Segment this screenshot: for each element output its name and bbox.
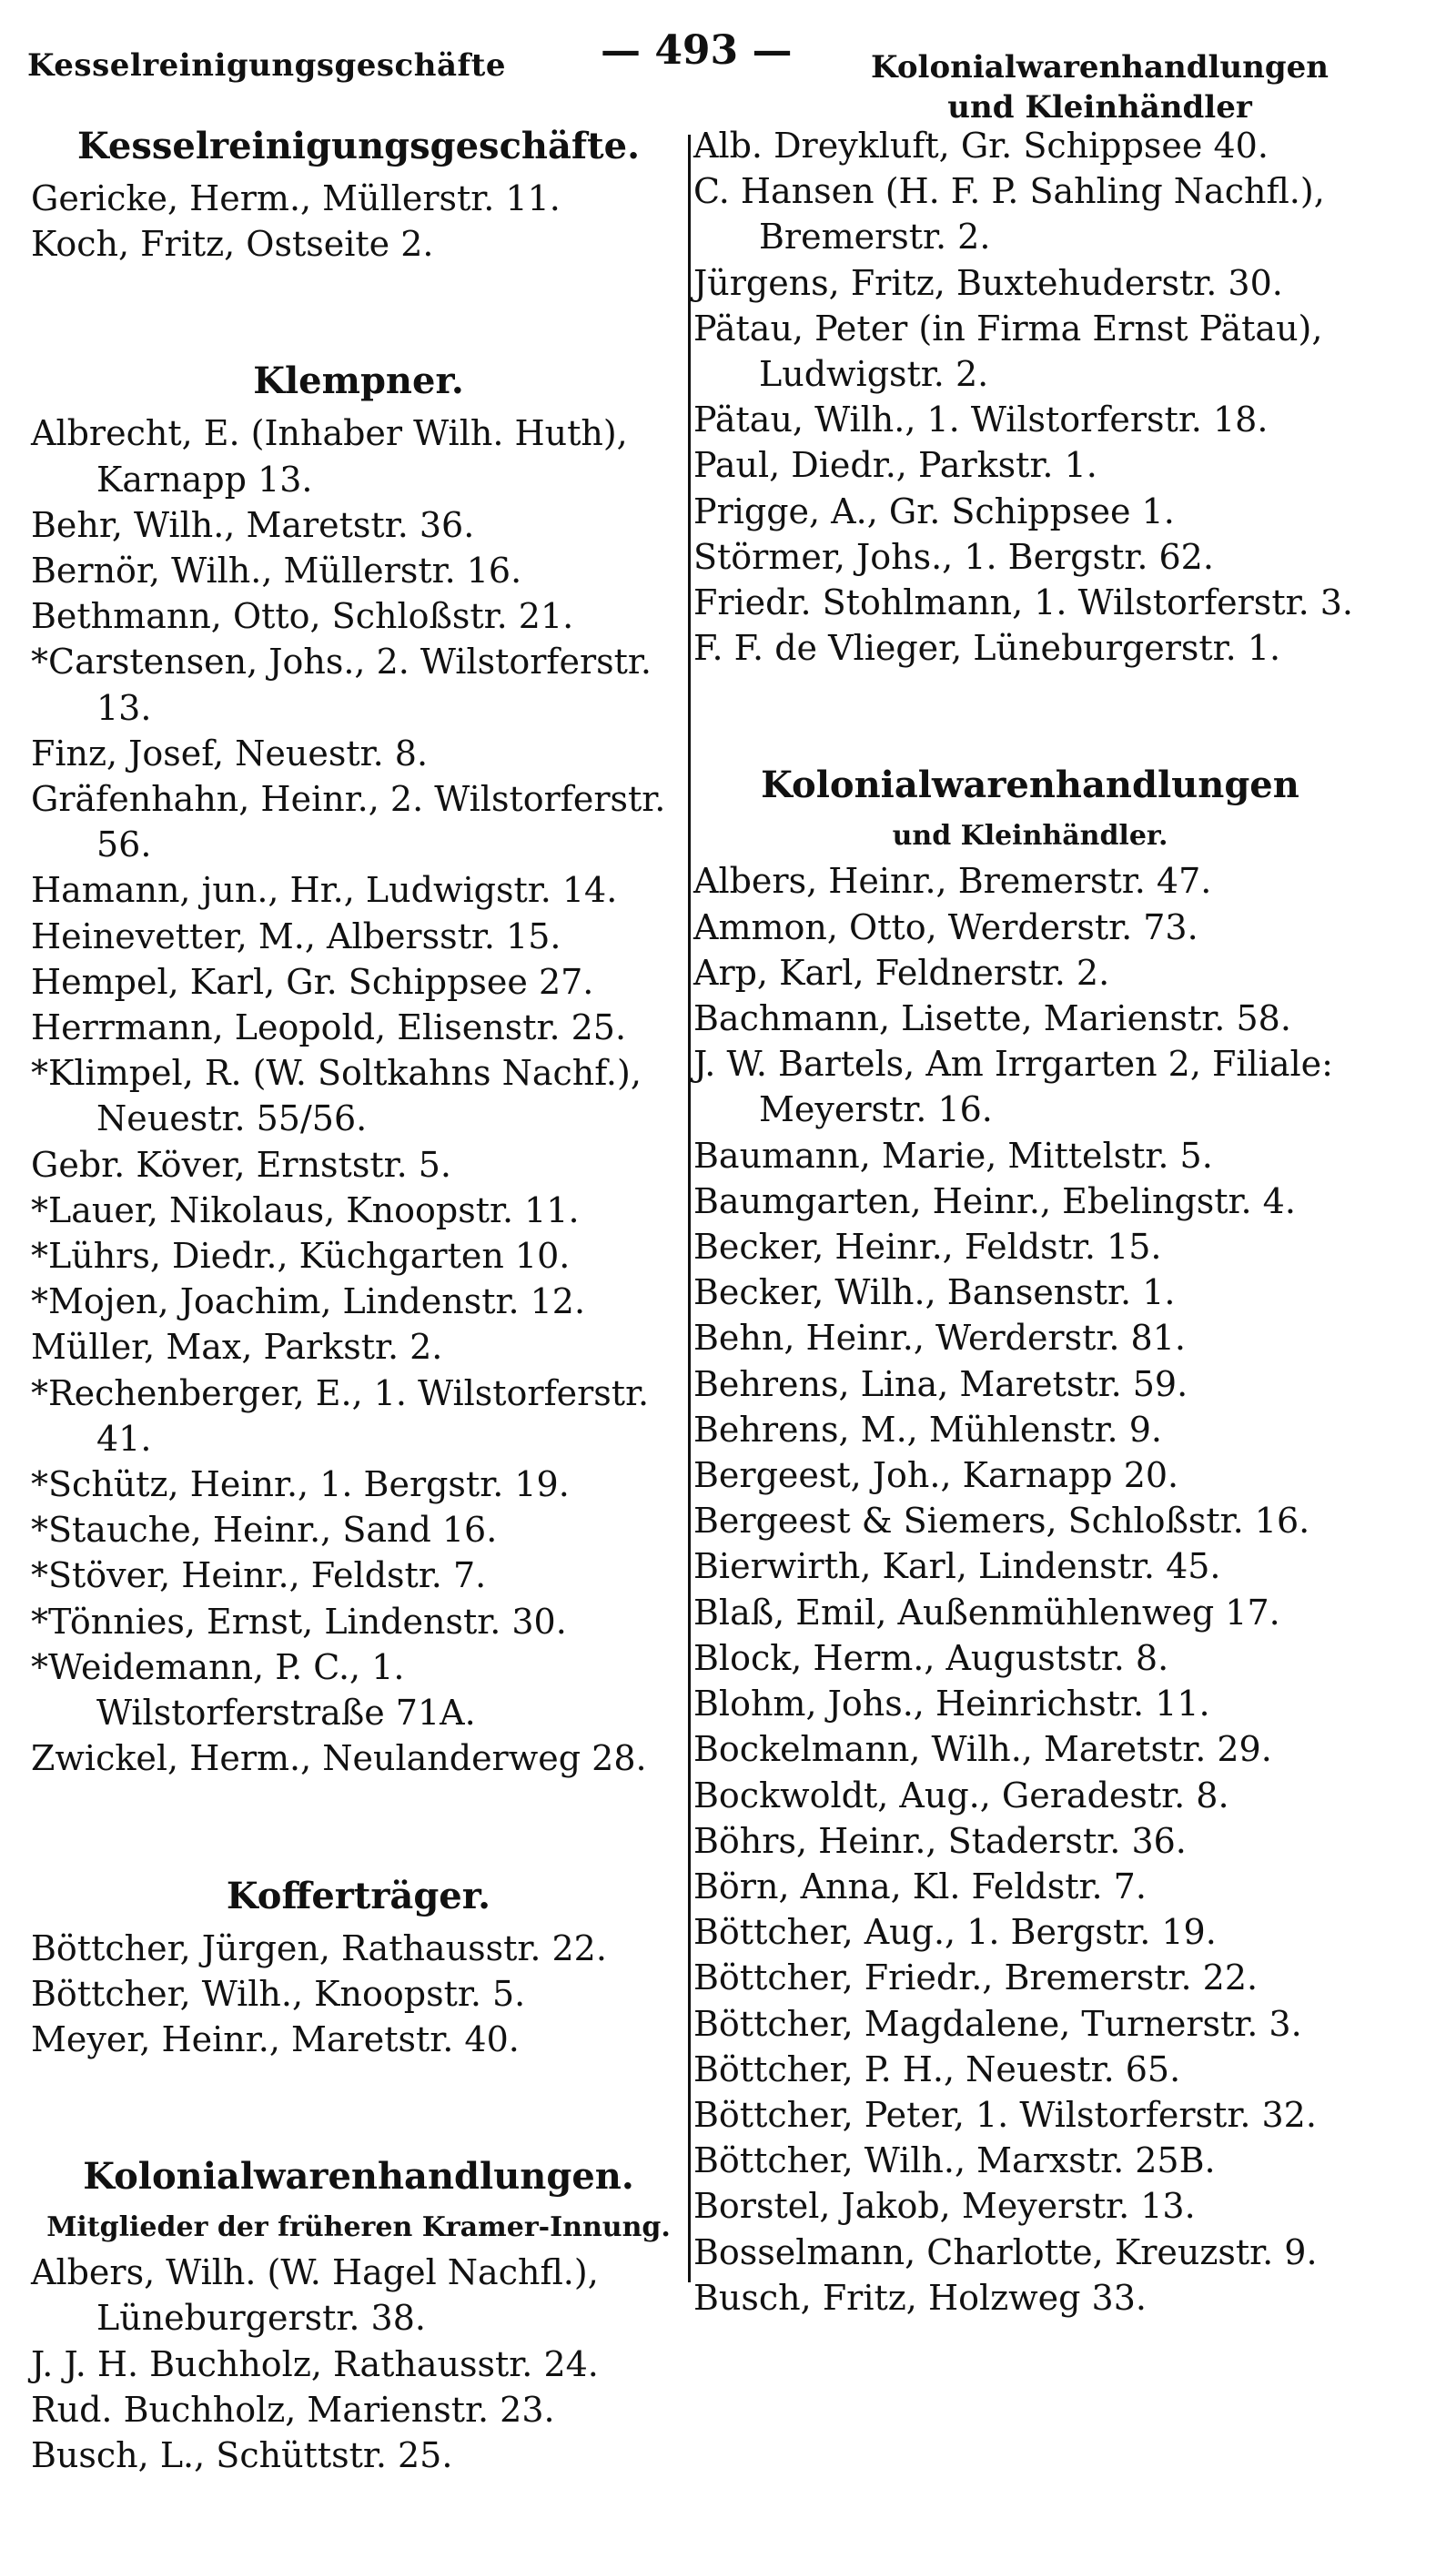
directory-section — [31, 1873, 686, 2063]
page-number: — 493 — — [601, 27, 793, 74]
directory-entry: Böttcher, Magdalene, Turnerstr. 3. — [693, 2003, 1302, 2044]
right-column — [693, 123, 1367, 2412]
directory-entry: *Lauer, Nikolaus, Knoopstr. 11. — [31, 1189, 580, 1230]
directory-entry: *Rechenberger, E., 1. Wilstorferstr. 41. — [31, 1372, 650, 1459]
section-subtitle: Mitglieder der früheren Kramer-Innung. — [46, 2211, 671, 2244]
directory-entry: J. J. H. Buchholz, Rathausstr. 24. — [31, 2343, 599, 2384]
directory-entry: Bergeest & Siemers, Schloßstr. 16. — [693, 1501, 1310, 1542]
directory-entry: Böttcher, Peter, 1. Wilstorferstr. 32. — [693, 2094, 1317, 2135]
directory-section — [31, 123, 686, 267]
directory-entry: Böttcher, Aug., 1. Bergstr. 19. — [693, 1912, 1217, 1953]
directory-entry: Bachmann, Lisette, Marienstr. 58. — [693, 998, 1291, 1039]
directory-entry: Müller, Max, Parkstr. 2. — [31, 1327, 443, 1368]
directory-section — [693, 762, 1367, 2321]
directory-entry: Heinevetter, M., Albersstr. 15. — [31, 915, 561, 956]
directory-entry: Bernör, Wilh., Müllerstr. 16. — [31, 551, 522, 592]
directory-entry: *Weidemann, P. C., 1. Wilstorferstraße 71A. — [31, 1646, 476, 1734]
left-column — [31, 123, 686, 2569]
directory-entry: *Lührs, Diedr., Küchgarten 10. — [31, 1236, 571, 1277]
directory-entry: Blohm, Johs., Heinrichstr. 11. — [693, 1684, 1210, 1724]
directory-entry: Busch, Fritz, Holzweg 33. — [693, 2277, 1147, 2318]
section-title: Kesselreinigungsgeschäfte. — [77, 125, 640, 167]
directory-entry: Böttcher, Wilh., Knoopstr. 5. — [31, 1973, 526, 2014]
directory-entry: Baumgarten, Heinr., Ebelingstr. 4. — [693, 1180, 1296, 1221]
directory-entry: Albrecht, E. (Inhaber Wilh. Huth), Karnapp 13. — [31, 413, 628, 500]
running-head-right-line1: Kolonialwarenhandlungen — [871, 49, 1329, 86]
directory-entry: Hamann, jun., Hr., Ludwigstr. 14. — [31, 870, 618, 911]
directory-section — [31, 358, 686, 1781]
directory-entry: Herrmann, Leopold, Elisenstr. 25. — [31, 1007, 627, 1048]
directory-entry: *Stauche, Heinr., Sand 16. — [31, 1510, 498, 1551]
running-head-left: Kesselreinigungsgeschäfte — [27, 47, 506, 84]
directory-entry: Pätau, Wilh., 1. Wilstorferstr. 18. — [693, 400, 1269, 440]
running-head-right-line2: und Kleinhändler — [947, 89, 1252, 126]
directory-entry: Borstel, Jakob, Meyerstr. 13. — [693, 2186, 1196, 2227]
directory-entry: Hempel, Karl, Gr. Schippsee 27. — [31, 961, 594, 1002]
directory-entry: Bierwirth, Karl, Lindenstr. 45. — [693, 1546, 1221, 1587]
directory-entry: Alb. Dreykluft, Gr. Schippsee 40. — [693, 126, 1269, 166]
section-title: Kolonialwarenhandlungen — [761, 764, 1299, 807]
directory-entry: Becker, Heinr., Feldstr. 15. — [693, 1227, 1162, 1268]
column-divider — [688, 135, 691, 2282]
directory-entry: Paul, Diedr., Parkstr. 1. — [693, 445, 1097, 486]
directory-entry: *Mojen, Joachim, Lindenstr. 12. — [31, 1281, 586, 1322]
directory-entry: Jürgens, Fritz, Buxtehuderstr. 30. — [693, 262, 1283, 303]
directory-entry: Gräfenhahn, Heinr., 2. Wilstorferstr. 56. — [31, 779, 666, 865]
directory-entry: Behrens, M., Mühlenstr. 9. — [693, 1409, 1162, 1450]
directory-entry: Pätau, Peter (in Firma Ernst Pätau), Ludwigstr. 2. — [693, 308, 1323, 395]
directory-entry: Bethmann, Otto, Schloßstr. 21. — [31, 596, 574, 637]
directory-entry: Böttcher, P. H., Neuestr. 65. — [693, 2048, 1181, 2089]
directory-entry: Meyer, Heinr., Maretstr. 40. — [31, 2018, 520, 2059]
section-title: Kofferträger. — [226, 1874, 491, 1917]
directory-entry: Störmer, Johs., 1. Bergstr. 62. — [693, 536, 1214, 577]
directory-entry: Bockelmann, Wilh., Maretstr. 29. — [693, 1729, 1272, 1770]
directory-entry: Ammon, Otto, Werderstr. 73. — [693, 906, 1198, 947]
section-title: Kolonialwarenhandlungen. — [83, 2155, 634, 2199]
directory-entry: Gebr. Köver, Ernststr. 5. — [31, 1144, 451, 1185]
directory-entry: Finz, Josef, Neuestr. 8. — [31, 733, 429, 774]
directory-entry: Albers, Heinr., Bremerstr. 47. — [693, 861, 1212, 902]
directory-entry: Blaß, Emil, Außenmühlenweg 17. — [693, 1592, 1280, 1633]
directory-entry: Rud. Buchholz, Marienstr. 23. — [31, 2389, 555, 2430]
directory-entry: Behn, Heinr., Werderstr. 81. — [693, 1318, 1186, 1359]
directory-entry: Friedr. Stohlmann, 1. Wilstorferstr. 3. — [693, 582, 1353, 623]
directory-entry: J. W. Bartels, Am Irrgarten 2, Filiale: Meyerstr. 16. — [693, 1044, 1333, 1130]
directory-entry: Busch, L., Schüttstr. 25. — [31, 2434, 453, 2475]
directory-entry: Prigge, A., Gr. Schippsee 1. — [693, 491, 1175, 531]
directory-section — [693, 123, 1367, 671]
directory-entry: Baumann, Marie, Mittelstr. 5. — [693, 1135, 1213, 1176]
directory-entry: Börn, Anna, Kl. Feldstr. 7. — [693, 1866, 1147, 1907]
directory-entry: Becker, Wilh., Bansenstr. 1. — [693, 1272, 1176, 1313]
directory-entry: Behr, Wilh., Maretstr. 36. — [31, 504, 475, 545]
directory-entry: Bosselmann, Charlotte, Kreuzstr. 9. — [693, 2231, 1318, 2272]
directory-entry: Böhrs, Heinr., Staderstr. 36. — [693, 1820, 1187, 1861]
directory-entry: Böttcher, Wilh., Marxstr. 25B. — [693, 2140, 1216, 2181]
directory-entry: *Tönnies, Ernst, Lindenstr. 30. — [31, 1601, 567, 1642]
directory-entry: F. F. de Vlieger, Lüneburgerstr. 1. — [693, 628, 1281, 669]
directory-entry: Bergeest, Joh., Karnapp 20. — [693, 1455, 1179, 1496]
directory-entry: Behrens, Lina, Maretstr. 59. — [693, 1363, 1188, 1404]
directory-entry: Albers, Wilh. (W. Hagel Nachfl.), Lüneburgerstr. 38. — [31, 2252, 599, 2339]
directory-entry: Zwickel, Herm., Neulanderweg 28. — [31, 1738, 647, 1779]
directory-entry: C. Hansen (H. F. P. Sahling Nachfl.), Bremerstr. 2. — [693, 171, 1325, 258]
directory-entry: Arp, Karl, Feldnerstr. 2. — [693, 952, 1110, 993]
directory-entry: *Schütz, Heinr., 1. Bergstr. 19. — [31, 1464, 570, 1505]
directory-entry: Gericke, Herm., Müllerstr. 11. — [31, 178, 561, 218]
directory-section — [31, 2153, 686, 2478]
directory-entry: *Carstensen, Johs., 2. Wilstorferstr. 13. — [31, 642, 652, 728]
section-title: Klempner. — [253, 359, 464, 403]
directory-entry: Böttcher, Jürgen, Rathausstr. 22. — [31, 1927, 607, 1968]
page-header — [0, 0, 1456, 127]
directory-entry: *Stöver, Heinr., Feldstr. 7. — [31, 1555, 487, 1596]
section-subtitle: und Kleinhändler. — [892, 820, 1168, 853]
directory-entry: Böttcher, Friedr., Bremerstr. 22. — [693, 1957, 1259, 1998]
directory-entry: Koch, Fritz, Ostseite 2. — [31, 224, 434, 265]
directory-entry: Block, Herm., Auguststr. 8. — [693, 1637, 1169, 1678]
directory-entry: *Klimpel, R. (W. Soltkahns Nachf.), Neuestr. 55/56. — [31, 1053, 642, 1139]
directory-entry: Bockwoldt, Aug., Geradestr. 8. — [693, 1775, 1229, 1815]
running-head-right — [871, 47, 1329, 127]
